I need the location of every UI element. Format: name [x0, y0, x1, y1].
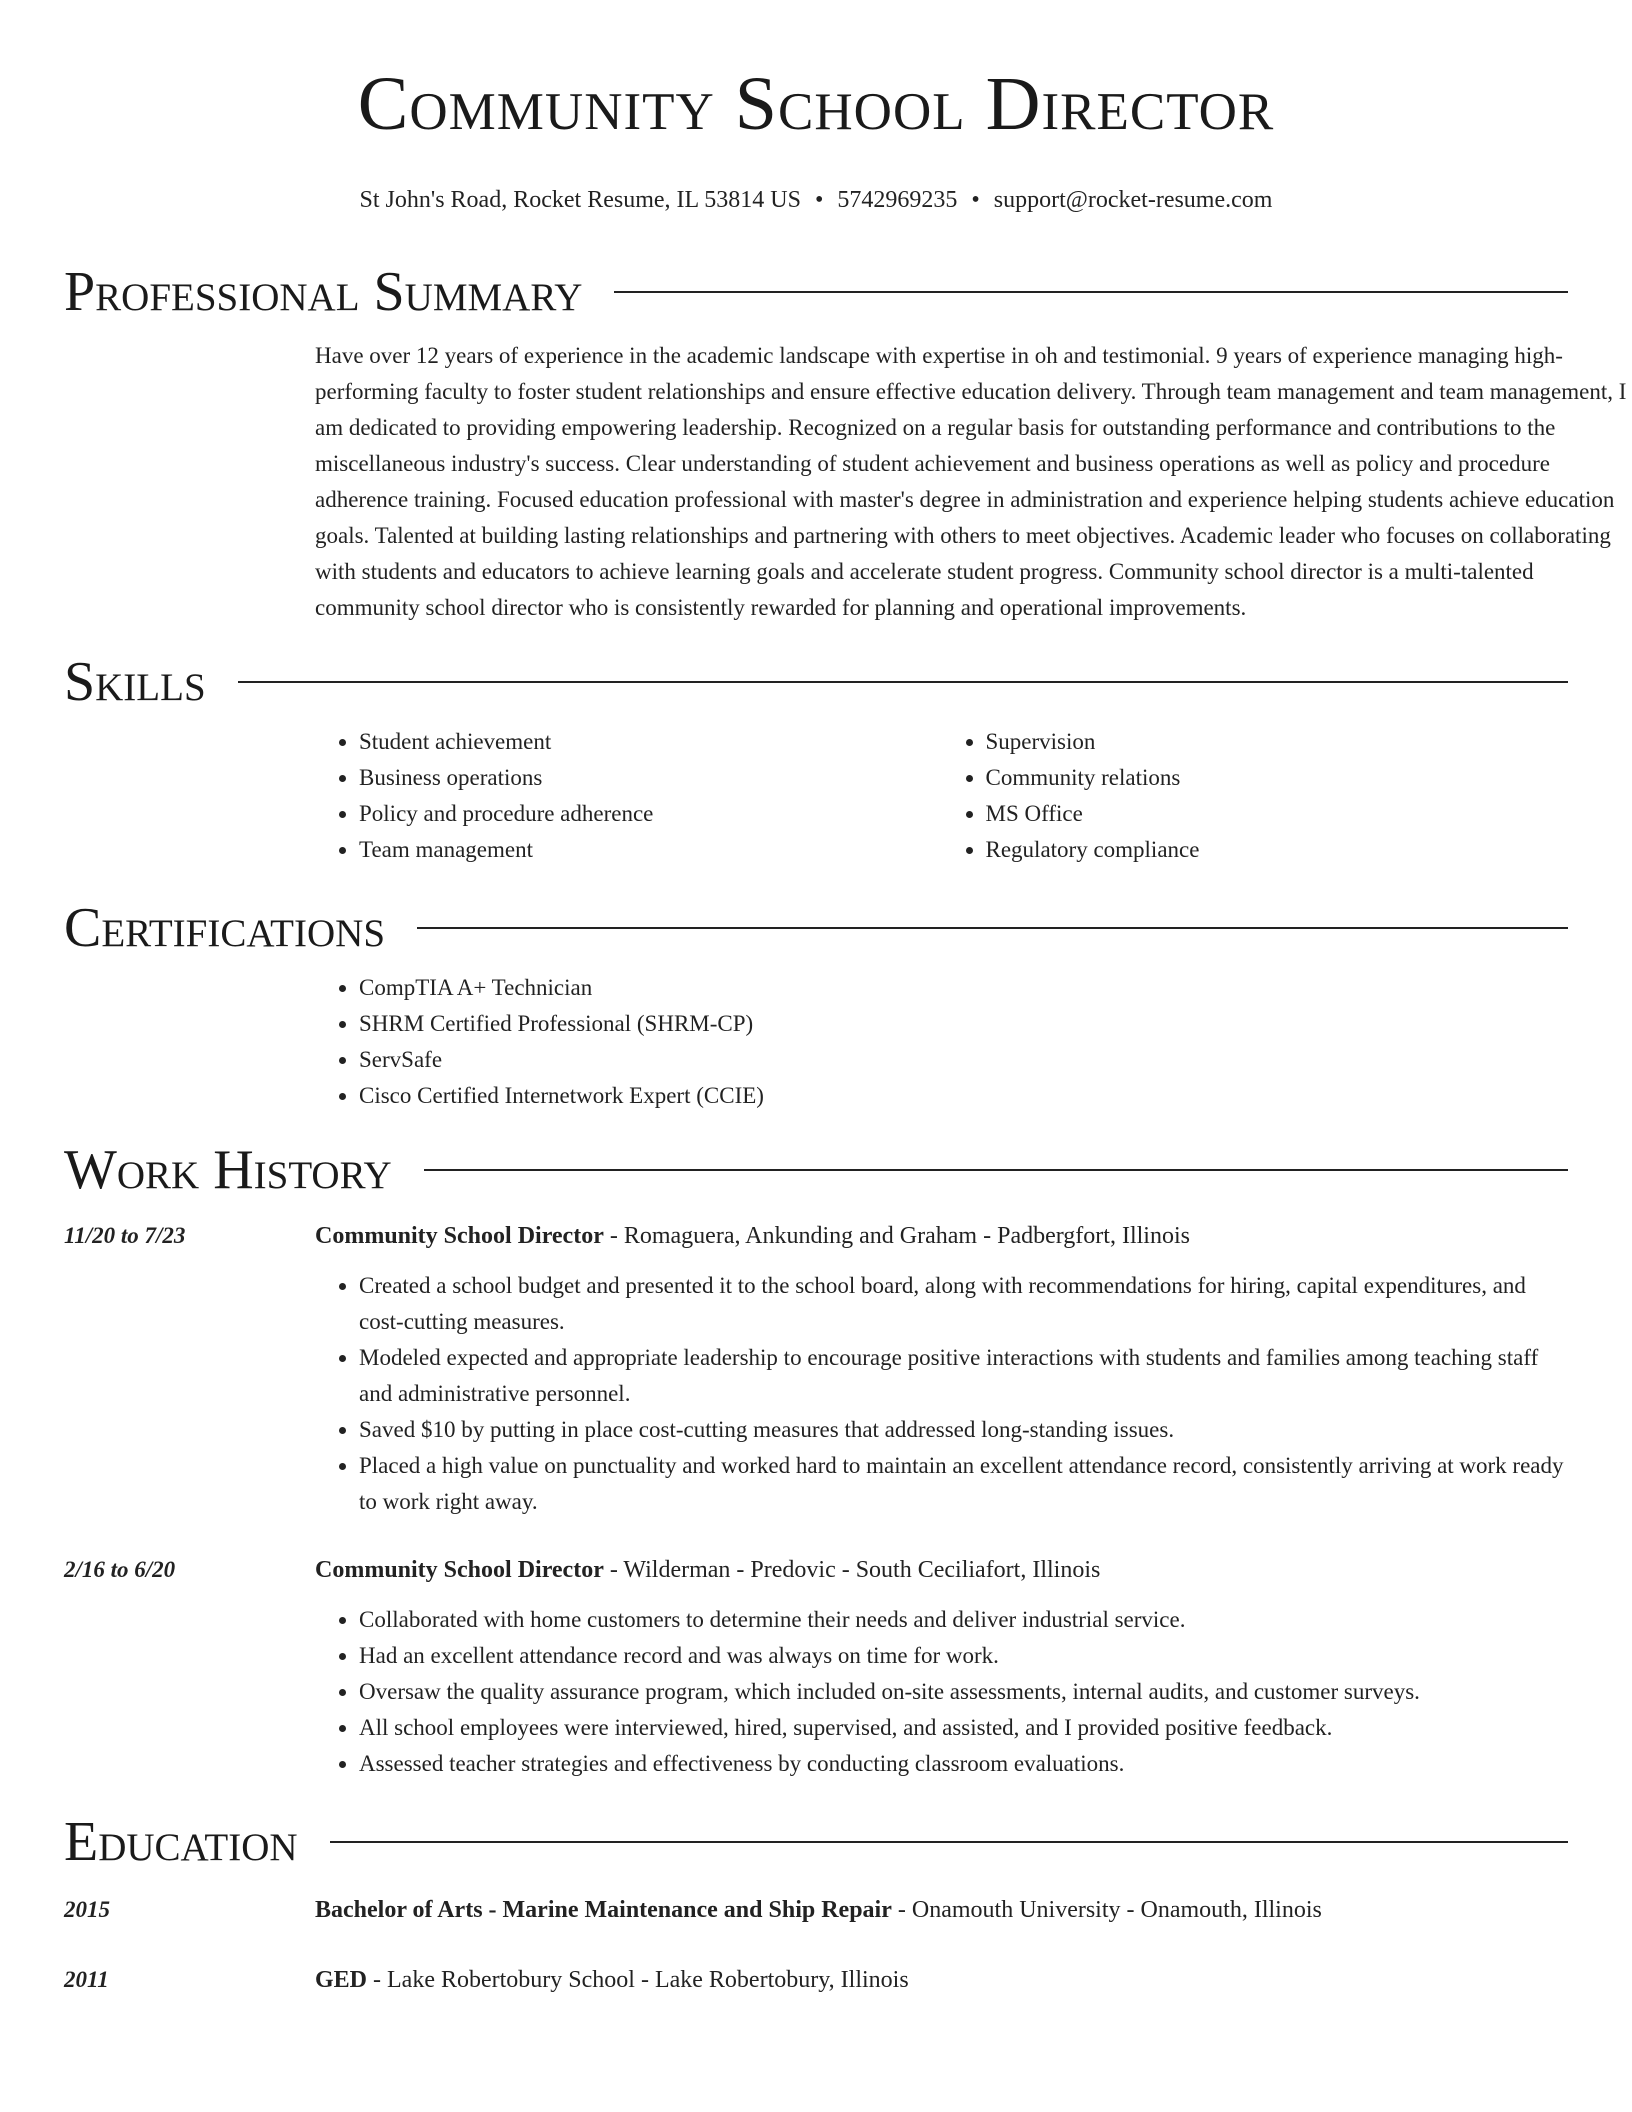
education-entry — [64, 1962, 1568, 1998]
section-divider — [424, 1169, 1568, 1171]
section-education-header — [64, 1810, 1568, 1874]
job-employer: - Wilderman - Predovic - South Ceciliafort, Illinois — [603, 1557, 1101, 1583]
section-divider — [614, 291, 1568, 293]
certification-item: • SHRM Certified Professional (SHRM-CP) — [359, 1006, 1568, 1042]
section-heading: Professional Summary — [64, 261, 583, 323]
job-employer: - Romaguera, Ankunding and Graham - Padbergfort, Illinois — [603, 1223, 1190, 1249]
section-work-header — [64, 1138, 1568, 1202]
separator: • — [814, 187, 824, 213]
skill-item: • Regulatory compliance — [986, 832, 1569, 868]
education-year: 2011 — [64, 1967, 109, 1992]
education-entry — [64, 1892, 1568, 1928]
job-header — [64, 1552, 1568, 1588]
job-bullet: • Placed a high value on punctuality and worked hard to maintain an excellent attendance record, consistently arriving at work ready to work right away. — [359, 1448, 1568, 1520]
section-summary-header — [64, 260, 1568, 324]
job-bullet: • Assessed teacher strategies and effectiveness by conducting classroom evaluations. — [359, 1746, 1568, 1782]
skills-list-left — [315, 724, 942, 868]
job-bullet: • Created a school budget and presented it to the school board, along with recommendations for hiring, capital expenditures, and cost-cutting measures. — [359, 1268, 1568, 1340]
job-title: Community School Director — [315, 1223, 604, 1249]
separator: • — [971, 187, 980, 213]
email: support@rocket-resume.com — [993, 187, 1273, 213]
education-degree: GED — [315, 1967, 368, 1993]
education-degree: Bachelor of Arts - Marine Maintenance and Ship Repair — [315, 1897, 892, 1923]
section-certifications-header — [64, 896, 1568, 960]
summary-text: Have over 12 years of experience in the academic landscape with expertise in oh and testimonial. 9 years of experience managing high-performing faculty to foster student relationships and ensure effective education delivery. Through team management and team management, I am dedicated to providing empowering leadership. Recognized on a regular basis for outstanding performance and contributions to the miscellaneous industry's success. Clear understanding of student achievement and business operations as well as policy and procedure adherence training. Focused education professional with master's degree in administration and experience helping students achieve education goals. Talented at building lasting relationships and partnering with others to meet objectives. Academic leader who focuses on collaborating with students and educators to achieve learning goals and accelerate student progress. Community school director is a multi-talented community school director who is consistently rewarded for planning and operational improvements. — [315, 343, 1627, 620]
certification-item: • CompTIA A+ Technician — [359, 970, 1568, 1006]
section-heading: Education — [64, 1811, 298, 1873]
job-dates: 2/16 to 6/20 — [64, 1557, 176, 1582]
education-line — [315, 1962, 909, 1998]
certification-item: • ServSafe — [359, 1042, 1568, 1078]
skills-grid — [315, 724, 1568, 868]
job-bullet: • Modeled expected and appropriate leadership to encourage positive interactions with students and families among teaching staff and administrative personnel. — [359, 1340, 1568, 1412]
education-line — [315, 1892, 1322, 1928]
skill-item: • Team management — [359, 832, 942, 868]
certification-item: • Cisco Certified Internetwork Expert (CCIE) — [359, 1078, 1568, 1114]
skills-list-right — [942, 724, 1569, 868]
job-title-line — [315, 1552, 1100, 1588]
section-heading: Skills — [64, 651, 206, 713]
job-bullet: • Had an excellent attendance record and was always on time for work. — [359, 1638, 1568, 1674]
address: St John's Road, Rocket Resume, IL 53814 US — [359, 187, 801, 213]
job-title-line — [315, 1218, 1190, 1254]
contact-line — [64, 184, 1568, 216]
job-title: Community School Director — [315, 1557, 604, 1583]
job-bullet: • Oversaw the quality assurance program, which included on-site assessments, internal audits, and customer surveys. — [359, 1674, 1568, 1710]
skill-item: • Supervision — [986, 724, 1569, 760]
section-divider — [330, 1841, 1568, 1843]
education-school: - Onamouth University - Onamouth, Illinois — [891, 1897, 1322, 1923]
section-heading: Certifications — [64, 897, 386, 959]
skill-item: • Student achievement — [359, 724, 942, 760]
education-school: - Lake Robertobury School - Lake Robertobury, Illinois — [367, 1967, 909, 1993]
certifications-list — [315, 970, 1568, 1114]
skill-item: • Community relations — [986, 760, 1569, 796]
job-bullet: • Saved $10 by putting in place cost-cutting measures that addressed long-standing issues. — [359, 1412, 1568, 1448]
education-year: 2015 — [64, 1897, 110, 1922]
skill-item: • Business operations — [359, 760, 942, 796]
section-heading: Work History — [64, 1139, 392, 1201]
job-bullets — [315, 1602, 1568, 1782]
job-bullets — [315, 1268, 1568, 1520]
section-skills-header — [64, 650, 1568, 714]
job-bullet: • All school employees were interviewed, hired, supervised, and assisted, and I provided positive feedback. — [359, 1710, 1568, 1746]
skill-item: • Policy and procedure adherence — [359, 796, 942, 832]
skill-item: • MS Office — [986, 796, 1569, 832]
job-header — [64, 1218, 1568, 1254]
page-title: Community School Director — [357, 62, 1275, 146]
section-divider — [238, 681, 1568, 683]
section-divider — [417, 927, 1568, 929]
phone: 5742969235 — [837, 187, 958, 213]
job-dates: 11/20 to 7/23 — [64, 1223, 186, 1248]
job-bullet: • Collaborated with home customers to determine their needs and deliver industrial service. — [359, 1602, 1568, 1638]
